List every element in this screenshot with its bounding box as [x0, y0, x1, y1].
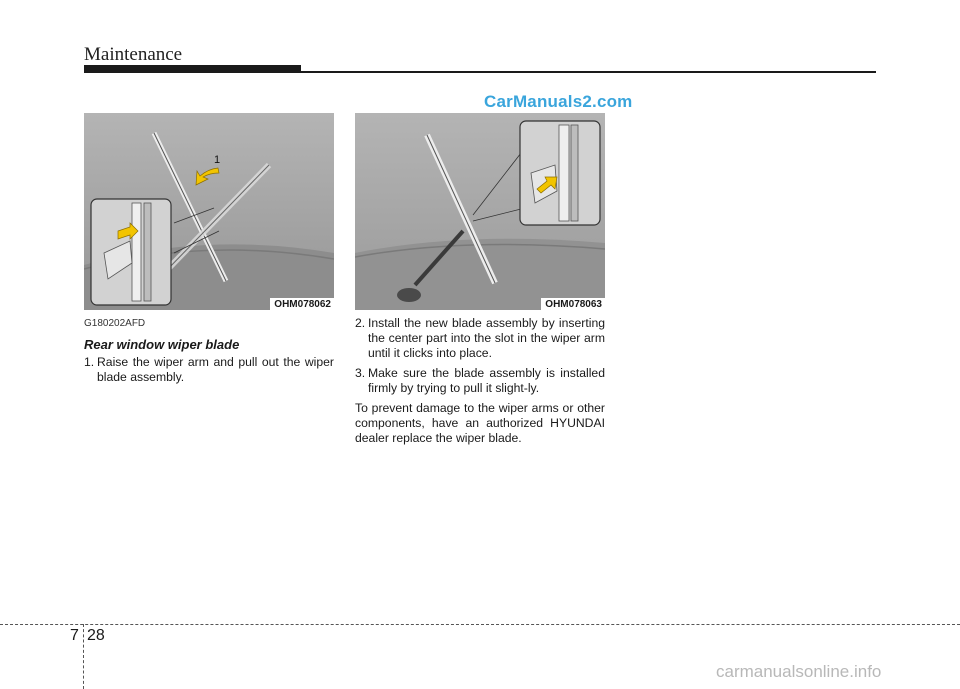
- figure-code: OHM078063: [541, 298, 605, 310]
- footer-vertical-divider: [83, 624, 84, 689]
- section-title: Rear window wiper blade: [84, 337, 240, 352]
- wiper-illustration-2: [355, 113, 605, 310]
- footer-divider: [0, 624, 960, 625]
- chapter-number: 7: [70, 627, 79, 644]
- left-text-column: [84, 316, 334, 390]
- figure-code: OHM078062: [270, 298, 334, 310]
- figure-raise-wiper-arm: [84, 113, 334, 310]
- wiper-pivot: [397, 288, 421, 302]
- step-text: Make sure the blade assembly is installed firmly by trying to pull it slight-ly.: [368, 366, 605, 395]
- section-code: G180202AFD: [84, 318, 146, 329]
- watermark-footer-link[interactable]: carmanualsonline.info: [716, 662, 882, 681]
- wiper-illustration-1: [84, 113, 334, 310]
- right-text-column: [355, 316, 605, 446]
- page-header-title: Maintenance: [84, 44, 183, 65]
- callout-number: 1: [214, 154, 221, 166]
- step-number: 1.: [84, 355, 95, 369]
- step-text: Install the new blade assembly by inserting the center part into the slot in the wiper arm until it clicks into place.: [368, 316, 605, 360]
- instruction-step: [355, 316, 605, 361]
- instruction-step: [84, 355, 334, 385]
- step-number: 3.: [355, 366, 366, 380]
- instruction-step: [355, 366, 605, 396]
- watermark-link[interactable]: CarManuals2.com: [484, 92, 633, 111]
- dealer-note: To prevent damage to the wiper arms or other components, have an authorized HYUNDAI dealer replace the wiper blade.: [355, 401, 605, 445]
- figure-install-blade: [355, 113, 605, 310]
- step-text: Raise the wiper arm and pull out the wiper blade assembly.: [97, 355, 334, 384]
- page-number: 28: [87, 627, 105, 644]
- header-rule-thin: [84, 71, 876, 73]
- step-number: 2.: [355, 316, 366, 330]
